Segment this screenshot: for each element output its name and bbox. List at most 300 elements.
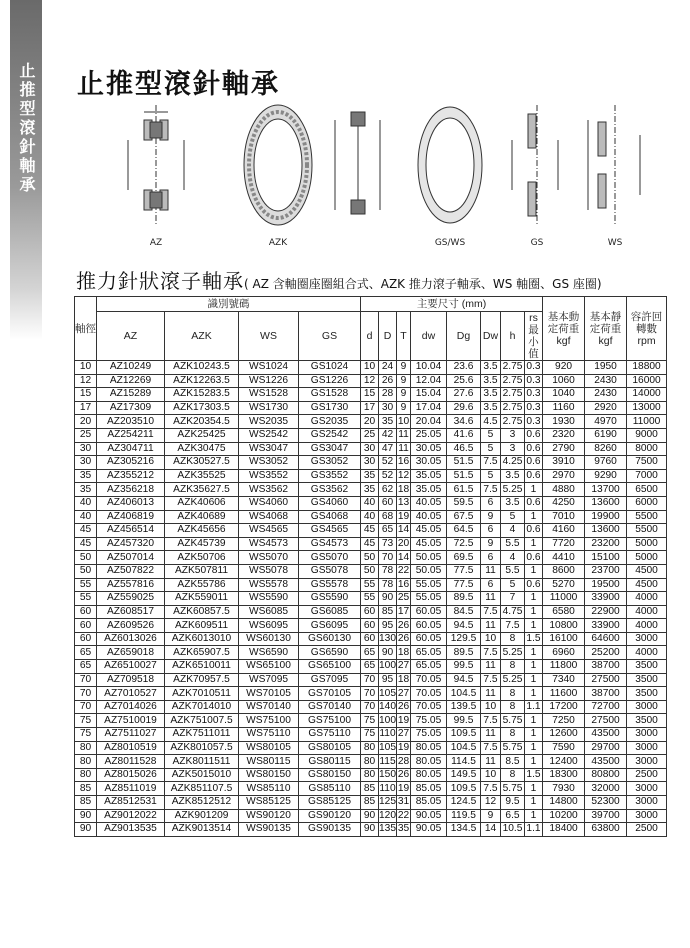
table-cell: AZ355212	[97, 469, 165, 483]
table-cell: WS5070	[239, 551, 299, 565]
table-cell: 17	[361, 401, 379, 415]
table-cell: AZ15289	[97, 388, 165, 402]
table-cell: 1	[525, 605, 543, 619]
table-cell: 80.05	[411, 768, 447, 782]
table-cell: 14800	[543, 796, 585, 810]
table-cell: 140	[379, 701, 396, 713]
table-cell: 10.5	[501, 823, 525, 837]
table-cell: 1	[525, 660, 543, 674]
table-row	[75, 428, 667, 442]
table-cell: 124.5	[447, 796, 481, 810]
table-cell: 11800	[543, 660, 585, 674]
table-cell: 25200	[585, 646, 627, 660]
table-cell: 3.5	[501, 469, 525, 483]
table-cell: 3000	[627, 809, 667, 823]
table-cell: 12	[75, 374, 97, 388]
table-cell: GS85125	[299, 796, 361, 810]
table-cell: 50	[361, 564, 379, 578]
table-cell: 40	[361, 510, 379, 524]
table-cell: 1160	[543, 401, 585, 415]
table-cell: 69.5	[447, 551, 481, 565]
table-cell: 23700	[585, 564, 627, 578]
table-cell: 55	[75, 578, 97, 592]
table-cell: 4880	[543, 483, 585, 497]
table-cell: 150	[379, 769, 396, 781]
table-cell: 3	[501, 442, 525, 456]
table-cell: 80	[361, 768, 379, 782]
table-cell: 45	[361, 524, 379, 538]
table-cell: 80.05	[411, 755, 447, 769]
table-cell: WS5578	[239, 578, 299, 592]
table-cell: 73	[379, 537, 397, 551]
table-cell: 38700	[585, 687, 627, 701]
table-cell: 6	[481, 496, 501, 510]
table-cell: 1	[525, 687, 543, 701]
table-cell: AZK20354.5	[165, 415, 239, 429]
table-cell: WS90120	[239, 809, 299, 823]
table-cell: WS85110	[239, 782, 299, 796]
table-cell: AZK5015010	[165, 768, 239, 782]
table-cell: 85.05	[411, 796, 447, 810]
table-cell: 7340	[543, 673, 585, 687]
table-cell: 5	[481, 442, 501, 456]
table-cell: 3500	[627, 714, 667, 728]
table-cell: AZK35525	[165, 469, 239, 483]
table-row	[75, 442, 667, 456]
table-cell: 80	[75, 768, 97, 782]
table-cell: AZ7014026	[97, 700, 165, 714]
diagram-label-ws: WS	[607, 238, 623, 248]
table-cell: WS6095	[239, 619, 299, 633]
table-cell: GS1528	[299, 388, 361, 402]
table-cell: 109.5	[447, 782, 481, 796]
table-cell: 25.05	[411, 428, 447, 442]
section-title-subtitle: ( AZ 含軸圈座圈組合式、AZK 推力滾子軸承、WS 軸圈、GS 座圈)	[244, 277, 602, 291]
table-cell: 9290	[585, 469, 627, 483]
table-cell: 35	[75, 469, 97, 483]
bearing-diagrams	[110, 100, 650, 250]
table-cell: 16	[397, 578, 410, 590]
table-cell: 10	[397, 415, 410, 427]
table-cell: 1	[525, 592, 543, 606]
table-cell: AZ457320	[97, 537, 165, 551]
table-cell: 5270	[543, 578, 585, 592]
table-cell: GS1226	[299, 374, 361, 388]
table-cell: AZ203510	[97, 415, 165, 429]
table-row	[75, 673, 667, 687]
table-cell: 2920	[585, 401, 627, 415]
table-cell: 67.5	[447, 510, 481, 524]
table-cell: 65	[75, 646, 97, 660]
col-rpm: 容許回轉數rpm	[627, 297, 667, 361]
table-cell: 65	[75, 660, 97, 674]
table-cell: 55.05	[411, 592, 447, 606]
table-cell: GS90135	[299, 823, 361, 837]
table-cell: AZK609511	[165, 619, 239, 633]
table-cell: 12.04	[411, 374, 447, 388]
table-cell: 35	[361, 469, 379, 483]
table-cell: 90	[361, 823, 379, 837]
table-cell: 38700	[585, 660, 627, 674]
table-cell: 4970	[585, 415, 627, 429]
section-title	[76, 265, 602, 294]
table-cell: 7	[501, 592, 525, 606]
table-cell: GS70105	[299, 687, 361, 701]
table-cell: 25	[397, 592, 410, 604]
table-cell: 110	[379, 728, 396, 740]
table-cell: AZK12263.5	[165, 374, 239, 388]
table-cell: WS90135	[239, 823, 299, 837]
table-cell: 5500	[627, 524, 667, 538]
table-cell: 18	[397, 673, 410, 685]
table-cell: 105	[379, 687, 396, 699]
table-row	[75, 415, 667, 429]
table-cell: 70	[361, 687, 379, 701]
table-cell: 9	[397, 374, 411, 388]
table-cell: 11600	[543, 687, 585, 701]
table-cell: 3.5	[481, 374, 501, 388]
table-cell: 60	[75, 605, 97, 619]
table-cell: 135	[379, 823, 396, 835]
table-cell: 27	[397, 687, 410, 699]
table-cell: 70	[75, 673, 97, 687]
table-cell: WS1528	[239, 388, 299, 402]
table-cell: 5500	[627, 510, 667, 524]
table-cell: 70.05	[411, 700, 447, 714]
table-cell: 1	[525, 483, 543, 497]
table-cell: WS3552	[239, 469, 299, 483]
table-cell: GS3052	[299, 456, 361, 470]
table-cell: 25	[361, 428, 379, 442]
table-cell: 35.05	[411, 469, 447, 483]
table-cell: 90	[379, 592, 397, 606]
table-cell: 45	[75, 537, 97, 551]
col-dynamic-load: 基本動定荷重kgf	[543, 297, 585, 361]
table-cell: 51.5	[447, 469, 481, 483]
table-cell: 19	[397, 741, 410, 753]
table-cell: 17	[75, 401, 97, 415]
table-cell: AZ456514	[97, 524, 165, 538]
table-cell: 20	[397, 538, 410, 550]
table-cell: 7250	[543, 714, 585, 728]
table-cell: GS70140	[299, 700, 361, 714]
table-row	[75, 469, 667, 483]
table-cell: 4500	[627, 578, 667, 592]
table-cell: 1950	[585, 361, 627, 375]
table-cell: 2430	[585, 374, 627, 388]
az-diagram	[116, 100, 196, 230]
table-cell: 35	[361, 483, 379, 497]
table-cell: 28	[397, 755, 410, 767]
table-cell: 2.75	[501, 388, 525, 402]
table-cell: AZK7511011	[165, 728, 239, 742]
table-cell: AZ659018	[97, 646, 165, 660]
table-cell: AZ304711	[97, 442, 165, 456]
table-cell: 95	[379, 673, 397, 687]
table-cell: 2320	[543, 428, 585, 442]
table-row	[75, 619, 667, 633]
table-cell: 25	[75, 428, 97, 442]
table-cell: 11	[481, 755, 501, 769]
table-cell: 3500	[627, 673, 667, 687]
table-cell: 75	[361, 728, 379, 742]
table-cell: 28	[379, 388, 397, 402]
table-cell: 27	[397, 660, 410, 672]
table-row	[75, 524, 667, 538]
table-cell: AZ8015026	[97, 768, 165, 782]
table-cell: 7500	[627, 456, 667, 470]
table-cell: 9	[481, 809, 501, 823]
col-shaft: 軸徑	[75, 297, 97, 361]
table-cell: AZK8512512	[165, 796, 239, 810]
table-cell: AZK10243.5	[165, 361, 239, 375]
table-cell: WS7095	[239, 673, 299, 687]
table-cell: 62	[379, 483, 397, 497]
table-cell: 29.6	[447, 401, 481, 415]
table-row	[75, 496, 667, 510]
table-cell: 0.3	[526, 402, 541, 414]
table-cell: 7930	[543, 782, 585, 796]
table-cell: 80	[75, 741, 97, 755]
table-cell: 43500	[585, 728, 627, 742]
table-cell: 7.5	[481, 483, 501, 497]
table-cell: AZ507014	[97, 551, 165, 565]
table-row	[75, 456, 667, 470]
table-cell: 2.75	[501, 415, 525, 429]
table-cell: 65	[361, 646, 379, 660]
table-cell: 8	[501, 728, 525, 742]
table-cell: 31	[397, 796, 410, 808]
table-cell: 33900	[585, 619, 627, 633]
col-rs: rs最小值	[525, 312, 543, 361]
table-cell: 45.05	[411, 537, 447, 551]
table-cell: 65	[379, 524, 397, 538]
table-cell: 13600	[585, 524, 627, 538]
table-cell: AZK8011511	[165, 755, 239, 769]
table-cell: 139.5	[447, 700, 481, 714]
gs-ws-diagram	[410, 100, 490, 230]
table-cell: 1	[525, 619, 543, 633]
table-cell: GS80115	[299, 755, 361, 769]
table-cell: 18300	[543, 768, 585, 782]
table-cell: 1	[525, 782, 543, 796]
table-cell: 27500	[585, 673, 627, 687]
table-cell: 42	[379, 428, 397, 442]
table-cell: 75	[361, 714, 379, 728]
table-cell: AZ406819	[97, 510, 165, 524]
table-cell: 2.75	[501, 361, 525, 375]
table-cell: 129.5	[447, 632, 481, 646]
table-cell: 1	[525, 537, 543, 551]
table-cell: 5.75	[501, 714, 525, 728]
table-cell: 90	[379, 646, 397, 660]
table-cell: 9	[397, 361, 411, 375]
table-cell: AZ8512531	[97, 796, 165, 810]
table-cell: 90.05	[411, 809, 447, 823]
table-cell: 3000	[627, 728, 667, 742]
table-cell: 35	[379, 415, 397, 429]
table-cell: 40	[361, 496, 379, 510]
table-cell: GS1024	[299, 361, 361, 375]
table-cell: 149.5	[447, 768, 481, 782]
table-cell: AZK851107.5	[165, 782, 239, 796]
table-cell: 2790	[543, 442, 585, 456]
table-cell: 10	[481, 768, 501, 782]
table-row	[75, 510, 667, 524]
table-cell: 30.05	[411, 456, 447, 470]
table-cell: 100	[379, 714, 396, 726]
table-cell: AZK7014010	[165, 700, 239, 714]
table-cell: WS4068	[239, 510, 299, 524]
table-cell: 94.5	[447, 619, 481, 633]
table-cell: 39700	[585, 809, 627, 823]
table-cell: 2500	[627, 768, 667, 782]
table-cell: WS4060	[239, 496, 299, 510]
table-cell: WS4573	[239, 537, 299, 551]
table-cell: AZK7010511	[165, 687, 239, 701]
table-cell: 23200	[585, 537, 627, 551]
dw-section-diagram	[315, 100, 405, 230]
table-row	[75, 632, 667, 646]
table-cell: 18	[397, 646, 410, 658]
table-cell: AZK25425	[165, 428, 239, 442]
table-cell: 90	[361, 809, 379, 823]
table-cell: GS6590	[299, 646, 361, 660]
table-cell: 35	[397, 823, 410, 835]
table-cell: 3000	[627, 755, 667, 769]
col-azk: AZK	[165, 312, 239, 361]
table-row	[75, 551, 667, 565]
table-cell: 1	[525, 755, 543, 769]
table-cell: 60	[379, 496, 397, 510]
table-cell: 10800	[543, 619, 585, 633]
table-row	[75, 605, 667, 619]
table-cell: GS4068	[299, 510, 361, 524]
table-cell: 7.5	[481, 741, 501, 755]
table-cell: 0.6	[526, 578, 541, 590]
table-cell: 80.05	[411, 741, 447, 755]
table-cell: 3500	[627, 687, 667, 701]
table-cell: 0.6	[526, 429, 541, 441]
table-cell: 19	[397, 714, 410, 726]
table-row	[75, 646, 667, 660]
table-cell: WS1226	[239, 374, 299, 388]
table-cell: 7.5	[481, 673, 501, 687]
table-cell: 9	[397, 388, 411, 402]
gs-diagram	[502, 100, 572, 230]
table-cell: AZ9012022	[97, 809, 165, 823]
table-cell: 65	[361, 660, 379, 674]
table-cell: 11	[481, 592, 501, 606]
table-cell: 7.5	[501, 619, 525, 633]
table-cell: 65.05	[411, 660, 447, 674]
table-cell: 7.5	[481, 782, 501, 796]
table-cell: 1930	[543, 415, 585, 429]
side-tab-label: 止推型滾針軸承	[17, 62, 36, 195]
table-cell: 0.6	[526, 497, 541, 509]
table-cell: AZK60857.5	[165, 605, 239, 619]
table-cell: 90	[75, 809, 97, 823]
table-cell: AZ507822	[97, 564, 165, 578]
spec-table	[74, 296, 667, 837]
table-cell: 125	[379, 796, 396, 808]
section-title-main: 推力針狀滾子軸承	[76, 269, 244, 293]
table-cell: AZK40606	[165, 496, 239, 510]
table-cell: 11	[398, 429, 409, 441]
table-cell: 60.05	[411, 632, 447, 646]
table-cell: 6000	[627, 496, 667, 510]
table-cell: 11	[481, 687, 501, 701]
table-cell: 40.05	[411, 510, 447, 524]
table-cell: 6580	[543, 605, 585, 619]
table-cell: 85	[361, 796, 379, 810]
table-cell: AZ356218	[97, 483, 165, 497]
table-cell: 65.05	[411, 646, 447, 660]
table-cell: 3000	[627, 796, 667, 810]
table-cell: 72700	[585, 700, 627, 714]
table-cell: 0.6	[526, 456, 541, 468]
table-cell: 64600	[585, 632, 627, 646]
table-cell: 19	[397, 782, 410, 794]
table-cell: 3910	[543, 456, 585, 470]
table-cell: 78	[379, 578, 397, 592]
table-cell: 120	[379, 809, 396, 821]
table-cell: 4.75	[501, 605, 525, 619]
table-cell: 50.05	[411, 564, 447, 578]
table-cell: 6190	[585, 428, 627, 442]
table-cell: 10200	[543, 809, 585, 823]
table-cell: 1040	[543, 388, 585, 402]
table-cell: AZK45656	[165, 524, 239, 538]
table-cell: 8260	[585, 442, 627, 456]
table-cell: 14	[397, 524, 410, 536]
table-cell: 18400	[543, 823, 585, 837]
table-cell: 60	[75, 632, 97, 646]
page-title: 止推型滾針軸承	[77, 69, 280, 100]
table-cell: 30	[361, 456, 379, 470]
table-cell: 115	[379, 755, 396, 767]
table-cell: 80	[361, 755, 379, 769]
table-cell: 52	[379, 456, 397, 470]
table-cell: 20	[75, 415, 97, 429]
table-cell: 4000	[627, 646, 667, 660]
table-cell: 110	[379, 782, 396, 794]
table-cell: 0.3	[526, 415, 541, 427]
table-cell: 26	[397, 633, 410, 645]
table-cell: 1	[525, 796, 543, 810]
table-cell: WS60130	[239, 632, 299, 646]
table-cell: WS70105	[239, 687, 299, 701]
table-cell: 55	[361, 592, 379, 606]
table-cell: 27500	[585, 714, 627, 728]
table-cell: 11000	[543, 592, 585, 606]
table-cell: 7720	[543, 537, 585, 551]
table-cell: 3.5	[481, 388, 501, 402]
table-cell: 13	[397, 497, 410, 509]
table-row	[75, 361, 667, 375]
table-cell: 7.5	[481, 646, 501, 660]
table-cell: 99.5	[447, 660, 481, 674]
table-cell: GS60130	[299, 632, 361, 646]
table-cell: 1	[525, 809, 543, 823]
col-d: d	[361, 312, 379, 361]
table-cell: AZK40689	[165, 510, 239, 524]
table-cell: 52	[379, 469, 397, 483]
table-cell: 19	[397, 510, 410, 522]
table-cell: GS80105	[299, 741, 361, 755]
table-cell: 3.5	[501, 496, 525, 510]
table-cell: 55	[361, 578, 379, 592]
